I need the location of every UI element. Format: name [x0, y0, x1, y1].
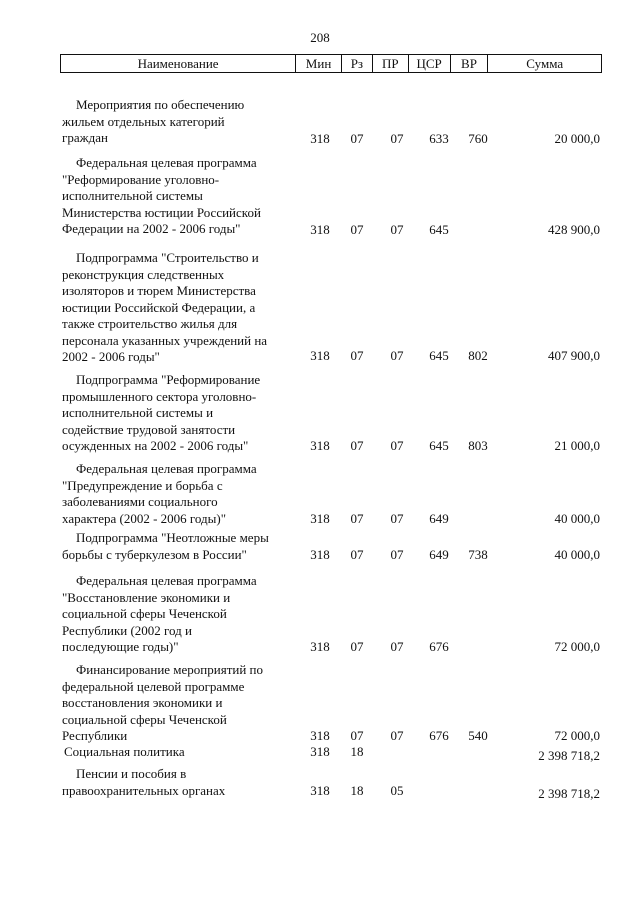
row-rz: 07 [350, 438, 364, 453]
row-min: 318 [310, 438, 330, 453]
row-pr: 07 [390, 222, 404, 237]
row-name: Мероприятия по обеспечению жильем отдельных категорий граждан [62, 97, 245, 145]
row-sum: 428 900,0 [548, 222, 600, 237]
row-rz: 07 [350, 348, 364, 363]
row-pr: 05 [390, 783, 404, 798]
row-name: Подпрограмма "Неотложные меры борьбы с туберкулезом в России" [62, 530, 269, 562]
row-csr: 633 [429, 131, 449, 146]
row-sum: 40 000,0 [554, 511, 600, 526]
row-name: Федеральная целевая программа "Реформирование уголовно- исполнительной системы Министерства юстиции Российской Федерации на 2002 - 2006 годы" [62, 155, 261, 236]
row-name: Финансирование мероприятий по федеральной целевой программе восстановления экономики и социальной сферы Чеченской Республики [62, 662, 264, 743]
header-pr: ПР [373, 55, 409, 72]
row-sum: 40 000,0 [554, 547, 600, 562]
row-rz: 07 [350, 511, 364, 526]
row-csr: 676 [429, 639, 449, 654]
row-pr: 07 [390, 511, 404, 526]
row-rz: 07 [350, 131, 364, 146]
page-number: 208 [310, 30, 330, 45]
row-csr: 649 [429, 547, 449, 562]
row-name: Подпрограмма "Реформирование промышленного сектора уголовно- исполнительной системы и содействие трудовой занятости осужденных на 2002 - 2006 годы" [62, 372, 261, 453]
row-min: 318 [310, 511, 330, 526]
row-csr: 676 [429, 728, 449, 743]
row-sum: 72 000,0 [554, 728, 600, 743]
row-vr: 760 [468, 131, 488, 146]
row-sum: 2 398 718,2 [538, 748, 600, 763]
row-name: Федеральная целевая программа "Восстановление экономики и социальной сферы Чеченской Республики (2002 год и последующие годы)" [62, 573, 257, 654]
row-pr: 07 [390, 438, 404, 453]
row-csr: 645 [429, 222, 449, 237]
header-name: Наименование [61, 55, 296, 72]
row-name: Федеральная целевая программа "Предупреждение и борьба с заболеваниями социального характера (2002 - 2006 годы)" [62, 461, 257, 526]
row-sum: 21 000,0 [554, 438, 600, 453]
row-min: 318 [310, 783, 330, 798]
row-name: Подпрограмма "Строительство и реконструкция следственных изоляторов и тюрем Министерства юстиции Российской Федерации, а также строительство жилья для персонала указанных учреждений на 2002 - 2006 годы" [62, 250, 268, 364]
row-rz: 07 [350, 728, 364, 743]
row-pr: 07 [390, 131, 404, 146]
row-rz: 07 [350, 222, 364, 237]
row-csr: 645 [429, 348, 449, 363]
header-csr: ЦСР [409, 55, 451, 72]
row-vr: 738 [468, 547, 488, 562]
row-name: Социальная политика [64, 744, 185, 759]
row-pr: 07 [390, 348, 404, 363]
row-sum: 2 398 718,2 [538, 786, 600, 801]
row-csr: 649 [429, 511, 449, 526]
row-min: 318 [310, 348, 330, 363]
row-min: 318 [310, 131, 330, 146]
table-header [60, 54, 602, 73]
row-rz: 18 [350, 744, 364, 759]
row-min: 318 [310, 744, 330, 759]
row-vr: 540 [468, 728, 488, 743]
row-csr: 645 [429, 438, 449, 453]
row-pr: 07 [390, 547, 404, 562]
row-vr: 802 [468, 348, 488, 363]
row-name: Пенсии и пособия в правоохранительных органах [62, 766, 226, 798]
header-min: Мин [296, 55, 342, 72]
row-vr: 803 [468, 438, 488, 453]
row-rz: 18 [350, 783, 364, 798]
row-pr: 07 [390, 728, 404, 743]
row-min: 318 [310, 728, 330, 743]
row-min: 318 [310, 222, 330, 237]
row-sum: 20 000,0 [554, 131, 600, 146]
header-rz: Рз [342, 55, 373, 72]
header-vr: ВР [451, 55, 489, 72]
row-sum: 72 000,0 [554, 639, 600, 654]
row-rz: 07 [350, 639, 364, 654]
row-pr: 07 [390, 639, 404, 654]
row-min: 318 [310, 639, 330, 654]
row-sum: 407 900,0 [548, 348, 600, 363]
header-sum: Сумма [526, 55, 564, 71]
row-min: 318 [310, 547, 330, 562]
row-rz: 07 [350, 547, 364, 562]
